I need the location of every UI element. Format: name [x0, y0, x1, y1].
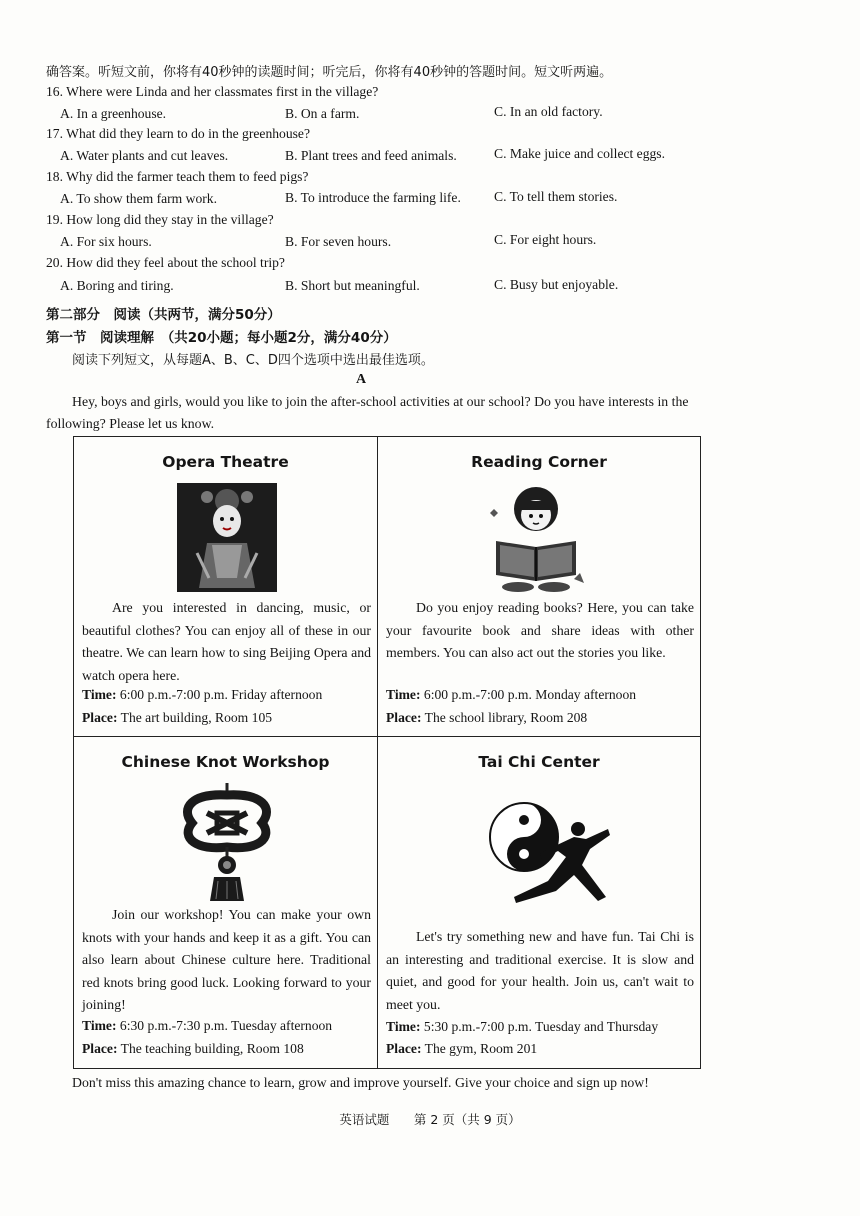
activity-time: Time: 6:00 p.m.-7:00 p.m. Monday afternoon: [386, 687, 637, 702]
option-b: B. Plant trees and feed animals.: [285, 148, 457, 163]
activity-title: Chinese Knot Workshop: [121, 753, 330, 771]
activity-title: Reading Corner: [471, 453, 607, 471]
girl-reading-image: [488, 483, 584, 595]
question-stem: 18. Why did the farmer teach them to feed pigs?: [46, 169, 309, 184]
activity-chinese-knot-workshop: [74, 737, 377, 1056]
passage-intro: Hey, boys and girls, would you like to join the after-school activities at our school? Do you have interests in the following? Please let us know.: [46, 394, 689, 431]
option-a: A. To show them farm work.: [60, 191, 217, 206]
reading-instruction: 阅读下列短文，从每题A、B、C、D四个选项中选出最佳选项。: [72, 353, 434, 368]
passage-label: A: [356, 372, 367, 387]
activity-title: Tai Chi Center: [478, 753, 600, 771]
question-stem: 20. How did they feel about the school trip?: [46, 255, 285, 270]
option-b: B. For seven hours.: [285, 234, 392, 249]
option-b: B. To introduce the farming life.: [285, 190, 461, 205]
activity-time: Time: 6:30 p.m.-7:30 p.m. Tuesday afternoon: [82, 1018, 333, 1033]
opera-figure-image: [177, 483, 277, 592]
footer-subject: 英语试题: [339, 1112, 390, 1127]
activity-description: Are you interested in dancing, music, or beautiful clothes? You can enjoy all of these in our theatre. We can learn how to sing Beijing Opera and watch opera here.: [82, 600, 371, 683]
option-c: C. Busy but enjoyable.: [494, 277, 619, 292]
option-c: C. To tell them stories.: [494, 189, 618, 204]
activity-place: Place: The gym, Room 201: [386, 1041, 538, 1056]
option-c: C. Make juice and collect eggs.: [494, 146, 665, 161]
part-heading: 第二部分 阅读（共两节，满分50分）: [46, 307, 281, 323]
activity-description: Join our workshop! You can make your own knots with your hands and keep it as a gift. You can also learn about Chinese culture here. Traditional red knots bring good luck. Looking forward to your joining!: [82, 907, 371, 1012]
activity-title: Opera Theatre: [162, 453, 289, 471]
activity-description: Do you enjoy reading books? Here, you can take your favourite book and share ideas with other members. You can also act out the stories you like.: [386, 600, 694, 660]
option-b: B. Short but meaningful.: [285, 278, 420, 293]
activity-place: Place: The teaching building, Room 108: [82, 1041, 304, 1056]
option-a: A. In a greenhouse.: [60, 106, 167, 121]
option-b: B. On a farm.: [285, 106, 360, 121]
option-a: A. Boring and tiring.: [60, 278, 174, 293]
option-a: A. Water plants and cut leaves.: [60, 148, 229, 163]
activity-place: Place: The art building, Room 105: [82, 710, 273, 725]
option-c: C. In an old factory.: [494, 104, 603, 119]
option-c: C. For eight hours.: [494, 232, 597, 247]
activity-place: Place: The school library, Room 208: [386, 710, 588, 725]
activity-time: Time: 6:00 p.m.-7:00 p.m. Friday afternoon: [82, 687, 323, 702]
option-a: A. For six hours.: [60, 234, 152, 249]
footer-page-number: 第 2 页（共 9 页）: [413, 1112, 521, 1127]
question-stem: 17. What did they learn to do in the greenhouse?: [46, 126, 310, 141]
question-stem: 19. How long did they stay in the village?: [46, 212, 274, 227]
passage-closing: Don't miss this amazing chance to learn, grow and improve yourself. Give your choice and sign up now!: [72, 1075, 649, 1090]
activity-reading-corner: [378, 437, 700, 736]
question-stem: 16. Where were Linda and her classmates first in the village?: [46, 84, 379, 99]
tai-chi-image: [486, 799, 616, 909]
section-heading: 第一节 阅读理解 （共20小题；每小题2分，满分40分）: [46, 330, 397, 346]
activities-table: [73, 436, 701, 1069]
chinese-knot-image: [172, 783, 282, 903]
activity-description: Let's try something new and have fun. Tai Chi is an interesting and traditional exercise. It is slow and quiet, and good for your health. Join us, can't wait to meet you.: [386, 929, 694, 1012]
page-footer: [0, 1110, 860, 1128]
activity-opera-theatre: [74, 437, 377, 736]
activity-tai-chi-center: [378, 737, 700, 1056]
activity-time: Time: 5:30 p.m.-7:00 p.m. Tuesday and Thursday: [386, 1019, 659, 1034]
listening-instruction: 确答案。听短文前，你将有40秒钟的读题时间；听完后，你将有40秒钟的答题时间。短文听两遍。: [46, 65, 613, 80]
